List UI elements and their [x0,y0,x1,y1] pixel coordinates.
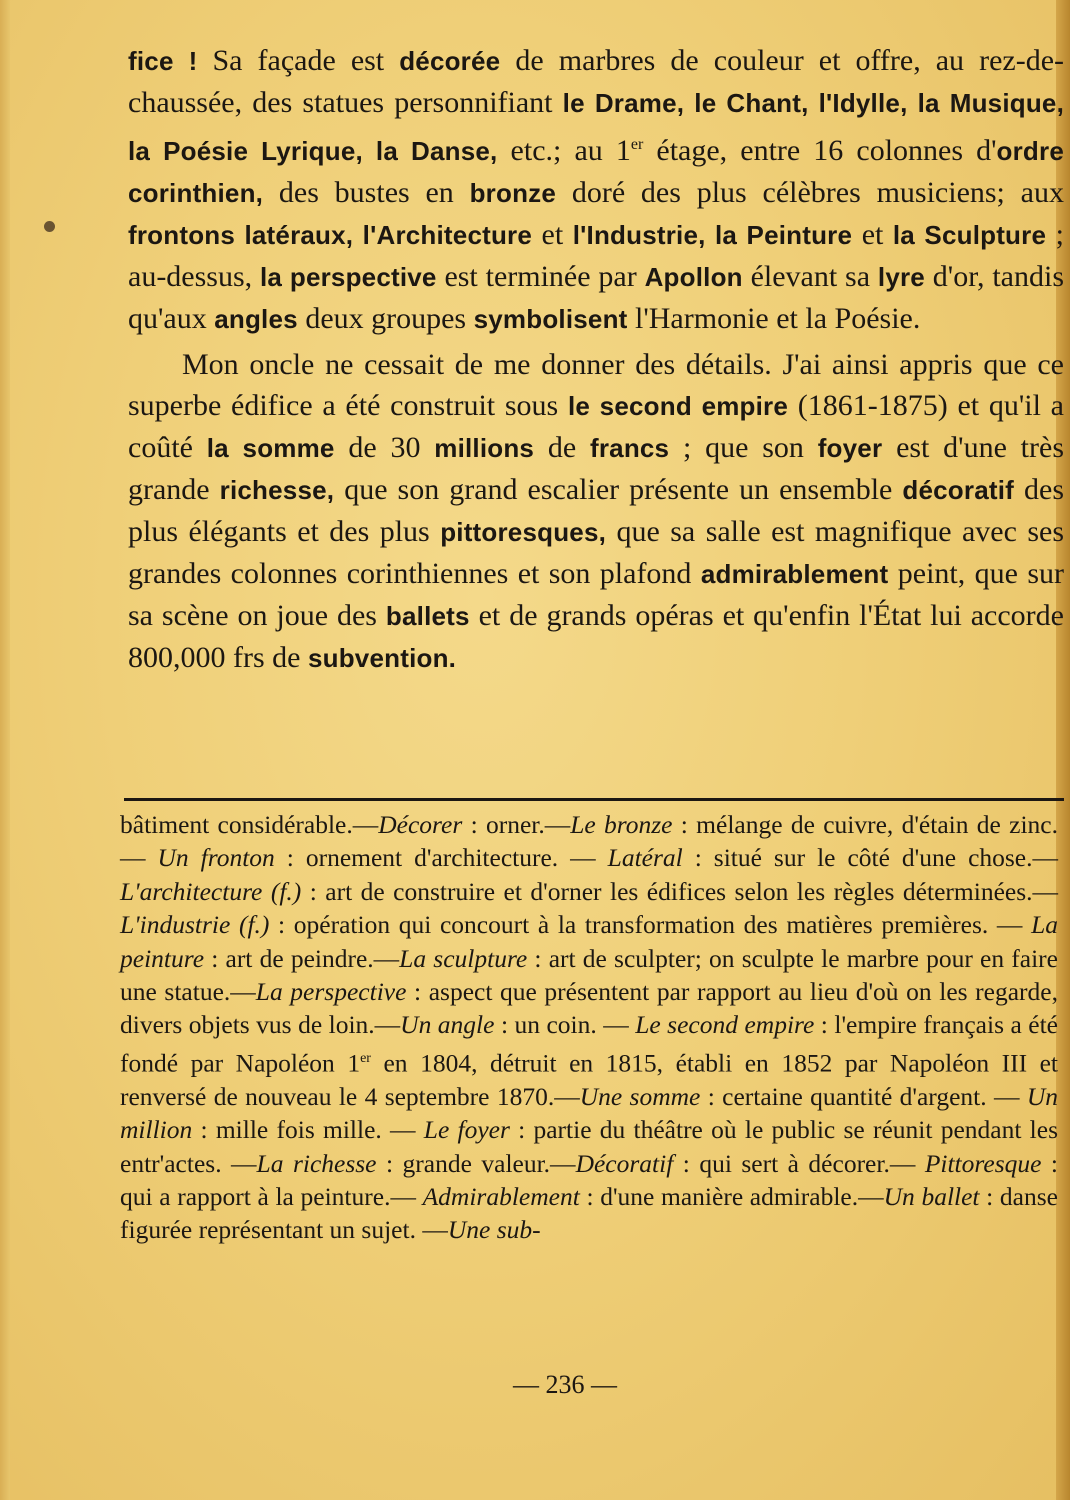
footnote-divider [124,798,1064,801]
glossary-term: La peinture [120,910,1058,973]
keyword: francs [589,433,670,463]
glossary-paragraph: bâtiment considérable.—Décorer : orner.—Le bronze : mélange de cuivre, d'étain de zinc. — Un fronton : ornement d'architecture. — Latéral : situé sur le côté d'une chose.—L'architecture (f.) : art de construire et d'orner les édifices selon les règles déterminées.—L'industrie (f.) : opération qui concourt à la transformation des matières premières. — La peinture : art de peindre.—La sculpture : art de sculpter; on sculpte le marbre pour en faire une statue.—La perspective : aspect que présentent par rapport au lieu d'où on les regarde, divers objets vus de loin.—Un angle : un coin. — Le second empire : l'empire français a été fondé par Napoléon 1er en 1804, détruit en 1815, établi en 1852 par Napoléon III et renversé de nouveau le 4 septembre 1870.—Une somme : certaine quantité d'argent. — Un million : mille fois mille. — Le foyer : partie du théâtre où le public se réunit pendant les entr'actes. —La richesse : grande valeur.—Décoratif : qui sert à décorer.— Pittoresque : qui a rapport à la peinture.— Admirablement : d'une manière admirable.—Un ballet : danse figurée représentant un sujet. —Une sub- [120,810,1058,1245]
page-left-edge [0,0,10,1500]
keyword: pittoresques, [440,517,607,547]
keyword: la Sculpture [892,220,1047,250]
glossary-term: Un angle [400,1010,495,1040]
glossary-term: La richesse [256,1148,377,1178]
keyword: symbolisent [473,304,628,334]
binding-hole-mark [44,221,55,232]
glossary-term: La perspective [255,977,407,1007]
keyword: ordre corinthien, [128,136,1064,208]
keyword: fice ! [128,46,198,76]
keyword: le second empire [567,391,789,421]
keyword: subvention. [307,643,457,673]
glossary-notes [120,808,1058,1247]
glossary-term: La sculpture [399,943,528,973]
glossary-term: Le second empire [635,1010,815,1040]
paragraph-details: Mon oncle ne cessait de me donner des détails. J'ai ainsi appris que ce superbe édifice a été construit sous le second empire (1861-1875) et qu'il a coûté la somme de 30 millions de francs ; que son foyer est d'une très grande richesse, que son grand escalier présente un ensemble décoratif des plus élégants et des plus pittoresques, que sa salle est magnifique avec ses grandes colonnes corinthiennes et son plafond admirablement peint, que sur sa scène on joue des ballets et de grands opéras et qu'enfin l'État lui accorde 800,000 frs de subvention. [128,348,1065,674]
keyword: décoratif [902,475,1014,505]
keyword: lyre [877,262,925,292]
glossary-term: Une somme [579,1081,701,1111]
glossary-term: L'architecture (f.) [120,876,302,906]
keyword: frontons latéraux, l'Architecture [128,220,533,250]
keyword: foyer [817,433,883,463]
glossary-term: Un million [120,1081,1058,1145]
keyword: l'Industrie, la Peinture [572,220,853,250]
glossary-term: Pittoresque [924,1148,1042,1178]
keyword: ballets [385,601,470,631]
keyword: millions [434,433,535,463]
keyword: angles [214,304,298,334]
glossary-term: Admirablement [422,1181,580,1211]
keyword: décorée [399,46,501,76]
keyword: la perspective [260,262,437,292]
glossary-term: Latéral [607,843,683,873]
main-text [128,40,1064,679]
glossary-term: Le foyer [423,1115,510,1145]
keyword: richesse, [219,475,335,505]
glossary-term: Un ballet [883,1181,980,1211]
keyword: Apollon [644,262,743,292]
glossary-term: Le bronze [570,810,673,839]
keyword: bronze [469,178,557,208]
keyword: la somme [206,433,335,463]
keyword: le Drame, le Chant, l'Idylle, la Musique, la Poésie Lyrique, la Danse, [128,88,1065,166]
glossary-term: Décoratif [575,1148,674,1178]
glossary-term: Une sub- [447,1215,541,1245]
page-number: — 236 — [513,1370,617,1399]
glossary-term: Un fronton [157,843,275,873]
glossary-term: L'industrie (f.) [120,910,270,940]
glossary-term: Décorer [378,810,463,839]
keyword: admirablement [700,559,889,589]
paragraph-facade: fice ! Sa façade est décorée de marbres de couleur et offre, au rez-de-chaussée, des statues personnifiant le Drame, le Chant, l'Idylle, la Musique, la Poésie Lyrique, la Danse, etc.; au 1er étage, entre 16 colonnes d'ordre corinthien, des bustes en bronze doré des plus célèbres musiciens; aux frontons latéraux, l'Architecture et l'Industrie, la Peinture et la Sculpture ; au-dessus, la perspective est terminée par Apollon élevant sa lyre d'or, tandis qu'aux angles deux groupes symbolisent l'Harmonie et la Poésie. [128,44,1065,335]
